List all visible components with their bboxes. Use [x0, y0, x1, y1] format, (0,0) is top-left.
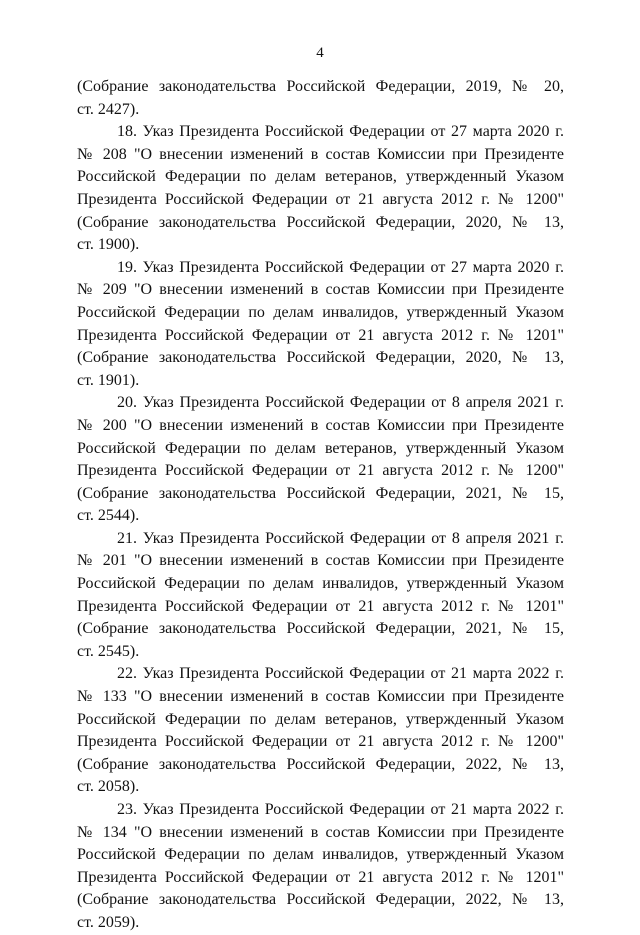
text-line: Российской Федерации по делам ветеранов, утвержденный Указом	[77, 439, 564, 457]
text-line: (Собрание законодательства Российской Федерации, 2021, № 15,	[77, 620, 564, 638]
text-line: (Собрание законодательства Российской Федерации, 2022, № 13,	[77, 755, 564, 773]
text-line: (Собрание законодательства Российской Федерации, 2022, № 13,	[77, 891, 564, 909]
text-line: № 209 "О внесении изменений в состав Комиссии при Президенте	[77, 281, 564, 299]
text-line: ст. 1900).	[77, 236, 140, 254]
text-line: Президента Российской Федерации от 21 августа 2012 г. № 1201"	[77, 597, 564, 615]
list-item-22	[77, 663, 564, 799]
text-line: ст. 2058).	[77, 778, 140, 796]
list-item-21	[77, 528, 564, 664]
text-line: (Собрание законодательства Российской Федерации, 2020, № 13,	[77, 213, 564, 231]
text-line: ст. 2545).	[77, 642, 140, 660]
text-line: Российской Федерации по делам ветеранов, утвержденный Указом	[77, 710, 564, 728]
document-body	[77, 76, 564, 935]
text-line: № 200 "О внесении изменений в состав Комиссии при Президенте	[77, 416, 564, 434]
text-line: Российской Федерации по делам инвалидов, утвержденный Указом	[77, 303, 564, 321]
list-item-20	[77, 392, 564, 528]
text-line: ст. 2427).	[77, 100, 140, 118]
text-line: Президента Российской Федерации от 21 августа 2012 г. № 1201"	[77, 326, 564, 344]
text-line: 22. Указ Президента Российской Федерации от 21 марта 2022 г.	[117, 665, 564, 683]
text-line: 19. Указ Президента Российской Федерации от 27 марта 2020 г.	[117, 258, 564, 276]
text-line: 20. Указ Президента Российской Федерации от 8 апреля 2021 г.	[117, 394, 564, 412]
list-item-19	[77, 257, 564, 393]
text-line: Президента Российской Федерации от 21 августа 2012 г. № 1200"	[77, 733, 564, 751]
page-number: 4	[316, 45, 324, 61]
text-line: Российской Федерации по делам ветеранов, утвержденный Указом	[77, 168, 564, 186]
text-line: ст. 2059).	[77, 913, 140, 931]
text-line: № 133 "О внесении изменений в состав Комиссии при Президенте	[77, 688, 564, 706]
text-line: Президента Российской Федерации от 21 августа 2012 г. № 1200"	[77, 462, 564, 480]
list-item-18	[77, 121, 564, 257]
list-item-23	[77, 799, 564, 935]
text-line: (Собрание законодательства Российской Федерации, 2020, № 13,	[77, 349, 564, 367]
paragraph-continuation	[77, 76, 564, 121]
text-line: № 208 "О внесении изменений в состав Комиссии при Президенте	[77, 145, 564, 163]
text-line: 21. Указ Президента Российской Федерации от 8 апреля 2021 г.	[117, 529, 564, 547]
text-line: Президента Российской Федерации от 21 августа 2012 г. № 1201"	[77, 868, 564, 886]
text-line: Президента Российской Федерации от 21 августа 2012 г. № 1200"	[77, 190, 564, 208]
text-line: 18. Указ Президента Российской Федерации от 27 марта 2020 г.	[117, 123, 564, 141]
text-line: (Собрание законодательства Российской Федерации, 2021, № 15,	[77, 484, 564, 502]
text-line: (Собрание законодательства Российской Федерации, 2019, № 20,	[77, 78, 564, 95]
text-line: Российской Федерации по делам инвалидов, утвержденный Указом	[77, 575, 564, 593]
text-line: Российской Федерации по делам инвалидов, утвержденный Указом	[77, 846, 564, 864]
text-line: ст. 1901).	[77, 371, 140, 389]
text-line: № 134 "О внесении изменений в состав Комиссии при Президенте	[77, 823, 564, 841]
text-line: № 201 "О внесении изменений в состав Комиссии при Президенте	[77, 552, 564, 570]
text-line: ст. 2544).	[77, 507, 140, 525]
text-line: 23. Указ Президента Российской Федерации от 21 марта 2022 г.	[117, 801, 564, 818]
